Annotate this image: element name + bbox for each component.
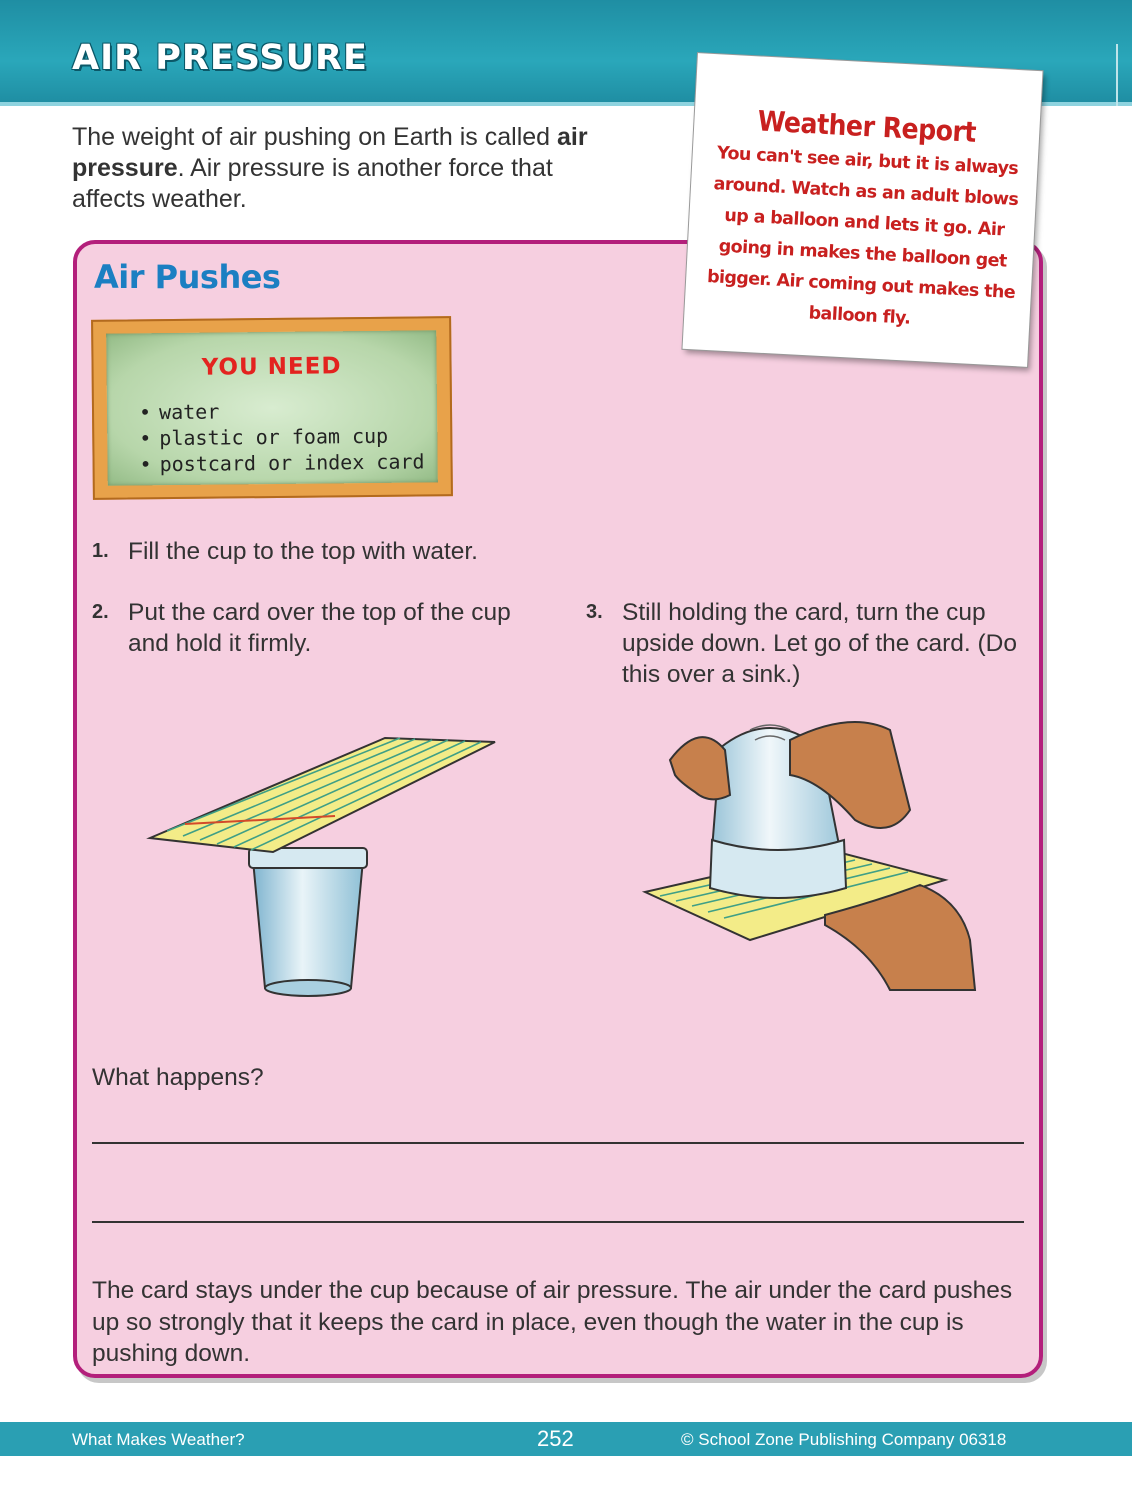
supplies-title: YOU NEED	[201, 353, 342, 381]
supply-item: • postcard or index card	[139, 448, 424, 477]
answer-line[interactable]	[92, 1221, 1024, 1223]
step-text: Put the card over the top of the cup and hold it firmly.	[128, 599, 511, 657]
step-number: 2.	[92, 601, 109, 623]
answer-line[interactable]	[92, 1142, 1024, 1144]
activity-title: Air Pushes	[94, 258, 281, 296]
intro-paragraph	[72, 122, 632, 215]
supplies-board	[91, 316, 453, 500]
step-2	[92, 597, 552, 659]
supply-item: • plastic or foam cup	[139, 422, 424, 451]
footer-copyright: © School Zone Publishing Company 06318	[681, 1430, 1007, 1449]
chalkboard	[106, 330, 438, 485]
supply-item: • water	[139, 396, 424, 425]
intro-term: air pressure	[72, 123, 588, 182]
intro-prefix: The weight of air pushing on Earth is called	[72, 123, 557, 151]
step-number: 3.	[586, 601, 603, 623]
upside-down-cup-illustration	[640, 700, 985, 1010]
footer-book-title: What Makes Weather?	[72, 1430, 245, 1449]
weather-report-text: You can't see air, but it is always around. Watch as an adult blows up a balloon and lets it go. Air going in makes the balloon get bigger. Air coming out makes the balloon fly.	[706, 143, 1019, 329]
step-text: Fill the cup to the top with water.	[128, 538, 478, 565]
footer-bar	[0, 1422, 1132, 1456]
step-1	[92, 536, 572, 567]
step-3	[586, 597, 1036, 690]
explanation-paragraph: The card stays under the cup because of air pressure. The air under the card pushes up so strongly that it keeps the card in place, even though the water in the cup is pushing down.	[92, 1277, 1013, 1367]
intro-suffix: . Air pressure is another force that affects weather.	[72, 154, 553, 213]
weather-report-card	[682, 53, 1042, 367]
step-text: Still holding the card, turn the cup upside down. Let go of the card. (Do this over a sink.)	[622, 599, 1017, 688]
step-number: 1.	[92, 540, 109, 562]
question: What happens?	[92, 1064, 264, 1091]
page-number: 252	[537, 1426, 574, 1451]
page-title: AIR PRESSURE	[72, 38, 368, 78]
cup-with-card-illustration	[145, 720, 505, 1010]
weather-report-title: Weather Report	[756, 104, 977, 149]
supplies-list	[139, 396, 425, 477]
margin-divider	[1116, 44, 1118, 106]
